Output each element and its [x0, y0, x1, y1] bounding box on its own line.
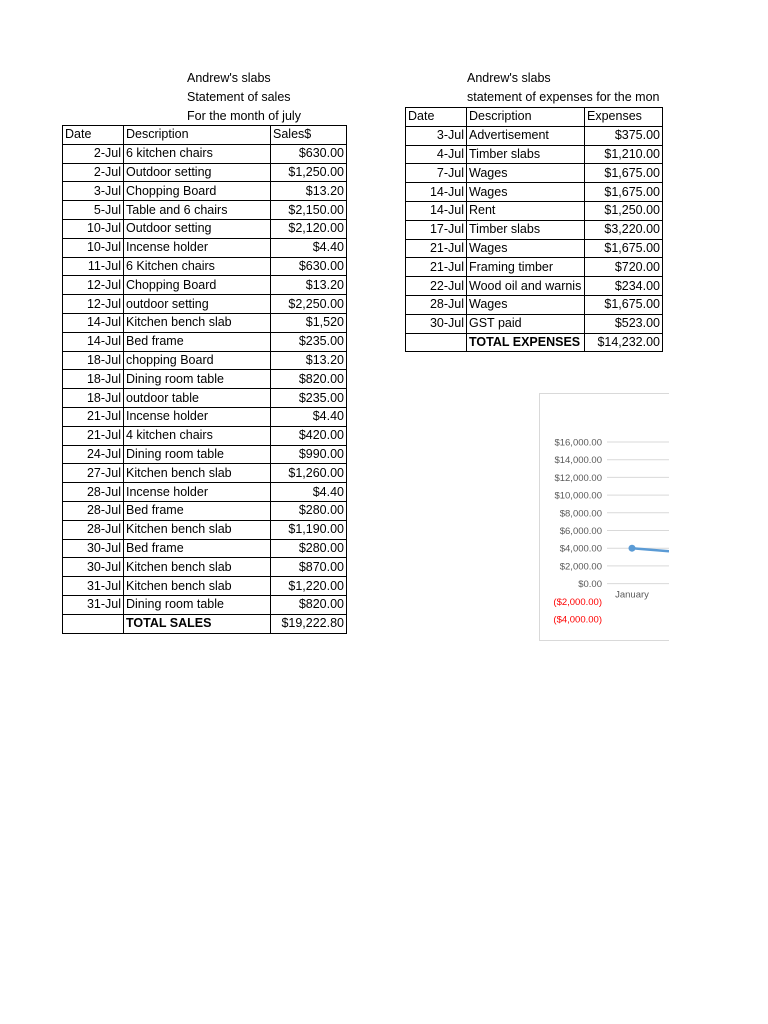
expenses-description-header: Description [467, 108, 585, 127]
sales-date-cell: 31-Jul [63, 595, 124, 614]
expenses-description-cell: Wages [467, 183, 585, 202]
expenses-date-cell: 14-Jul [406, 201, 467, 220]
table-row [406, 126, 663, 145]
sales-date-cell: 5-Jul [63, 201, 124, 220]
sales-amount-cell: $870.00 [271, 558, 347, 577]
sales-description-cell: outdoor table [124, 389, 271, 408]
expenses-date-cell: 14-Jul [406, 183, 467, 202]
table-row [406, 145, 663, 164]
table-row [63, 163, 347, 182]
table-row [63, 313, 347, 332]
table-row [406, 314, 663, 333]
expenses-date-cell: 3-Jul [406, 126, 467, 145]
expenses-description-cell: Timber slabs [467, 220, 585, 239]
expenses-date-cell: 21-Jul [406, 258, 467, 277]
sales-amount-cell: $820.00 [271, 595, 347, 614]
sales-date-cell: 14-Jul [63, 313, 124, 332]
expenses-amount-cell: $234.00 [585, 277, 663, 296]
sales-table [62, 125, 347, 634]
sales-description-cell: outdoor setting [124, 295, 271, 314]
table-row [63, 445, 347, 464]
table-row [63, 351, 347, 370]
sales-date-cell: 10-Jul [63, 219, 124, 238]
table-row [406, 183, 663, 202]
expenses-date-header: Date [406, 108, 467, 127]
expenses-description-cell: Wages [467, 164, 585, 183]
x-category-label: January [615, 589, 649, 601]
sales-description-cell: Kitchen bench slab [124, 558, 271, 577]
table-row [63, 295, 347, 314]
sales-amount-cell: $235.00 [271, 332, 347, 351]
y-tick-label: $14,000.00 [554, 455, 602, 467]
sales-amount-cell: $630.00 [271, 144, 347, 163]
expenses-description-cell: Wood oil and warnis [467, 277, 585, 296]
table-row [63, 577, 347, 596]
sales-amount-cell: $990.00 [271, 445, 347, 464]
sales-amount-cell: $1,260.00 [271, 464, 347, 483]
sales-description-cell: 6 kitchen chairs [124, 144, 271, 163]
expenses-table [405, 107, 663, 352]
sales-amount-cell: $2,250.00 [271, 295, 347, 314]
expenses-amount-cell: $720.00 [585, 258, 663, 277]
expenses-date-cell: 7-Jul [406, 164, 467, 183]
sales-description-cell: Incense holder [124, 407, 271, 426]
sales-amount-cell: $1,190.00 [271, 520, 347, 539]
sales-description-cell: Kitchen bench slab [124, 520, 271, 539]
sales-date-cell: 31-Jul [63, 577, 124, 596]
sales-description-cell: Bed frame [124, 539, 271, 558]
table-row [63, 144, 347, 163]
table-row [63, 595, 347, 614]
sales-date-cell: 2-Jul [63, 144, 124, 163]
sales-amount-cell: $4.40 [271, 483, 347, 502]
sales-amount-cell: $2,150.00 [271, 201, 347, 220]
sales-total-blank-cell [63, 614, 124, 633]
sales-date-cell: 28-Jul [63, 520, 124, 539]
sales-date-cell: 12-Jul [63, 295, 124, 314]
sales-period: For the month of july [187, 108, 301, 123]
expenses-amount-cell: $1,675.00 [585, 239, 663, 258]
sales-description-cell: Incense holder [124, 238, 271, 257]
expenses-description-cell: GST paid [467, 314, 585, 333]
expenses-date-cell: 17-Jul [406, 220, 467, 239]
table-row [63, 370, 347, 389]
expenses-date-cell: 21-Jul [406, 239, 467, 258]
sales-amount-cell: $4.40 [271, 238, 347, 257]
expenses-description-cell: Wages [467, 239, 585, 258]
expenses-total-value: $14,232.00 [585, 333, 663, 352]
data-point[interactable] [629, 545, 636, 552]
line-chart[interactable] [539, 393, 669, 641]
expenses-subtitle: statement of expenses for the mon [467, 89, 660, 104]
sales-description-cell: Chopping Board [124, 276, 271, 295]
sales-date-cell: 24-Jul [63, 445, 124, 464]
sales-total-value: $19,222.80 [271, 614, 347, 633]
sales-date-cell: 28-Jul [63, 501, 124, 520]
sales-date-header: Date [63, 126, 124, 145]
sales-amount-cell: $13.20 [271, 182, 347, 201]
y-tick-label: ($4,000.00) [553, 614, 602, 626]
expenses-date-cell: 22-Jul [406, 277, 467, 296]
expenses-amount-cell: $1,675.00 [585, 183, 663, 202]
sales-amount-cell: $1,250.00 [271, 163, 347, 182]
y-tick-label: ($2,000.00) [553, 596, 602, 608]
sales-date-cell: 28-Jul [63, 483, 124, 502]
y-tick-label: $4,000.00 [559, 543, 602, 555]
expenses-description-cell: Framing timber [467, 258, 585, 277]
table-row [406, 239, 663, 258]
sales-date-cell: 18-Jul [63, 389, 124, 408]
expenses-date-cell: 30-Jul [406, 314, 467, 333]
expenses-amount-cell: $1,675.00 [585, 164, 663, 183]
sales-amount-cell: $1,520 [271, 313, 347, 332]
line-chart-svg [540, 394, 669, 640]
expenses-amount-cell: $3,220.00 [585, 220, 663, 239]
y-tick-label: $6,000.00 [559, 526, 602, 537]
sales-amount-cell: $280.00 [271, 539, 347, 558]
expenses-amount-cell: $1,675.00 [585, 295, 663, 314]
table-row [63, 539, 347, 558]
table-row [63, 182, 347, 201]
sales-total-row [63, 614, 347, 633]
sales-date-cell: 27-Jul [63, 464, 124, 483]
sales-description-cell: Bed frame [124, 332, 271, 351]
sales-title: Andrew's slabs [187, 71, 271, 85]
sales-date-cell: 2-Jul [63, 163, 124, 182]
sales-description-cell: Outdoor setting [124, 219, 271, 238]
expenses-description-cell: Wages [467, 295, 585, 314]
table-row [406, 220, 663, 239]
sales-description-cell: Table and 6 chairs [124, 201, 271, 220]
sales-date-cell: 12-Jul [63, 276, 124, 295]
y-tick-label: $8,000.00 [559, 508, 602, 520]
sales-description-cell: 6 Kitchen chairs [124, 257, 271, 276]
sales-description-cell: Chopping Board [124, 182, 271, 201]
sales-amount-cell: $630.00 [271, 257, 347, 276]
sales-date-cell: 18-Jul [63, 370, 124, 389]
sales-description-cell: Outdoor setting [124, 163, 271, 182]
sales-description-cell: Dining room table [124, 445, 271, 464]
expenses-amount-cell: $1,250.00 [585, 201, 663, 220]
y-tick-label: $2,000.00 [559, 561, 602, 573]
sales-amount-cell: $280.00 [271, 501, 347, 520]
expenses-amount-header: Expenses [585, 108, 663, 127]
table-row [63, 201, 347, 220]
expenses-total-label: TOTAL EXPENSES [467, 333, 585, 352]
table-row [63, 276, 347, 295]
sales-description-header: Description [124, 126, 271, 145]
sales-date-cell: 3-Jul [63, 182, 124, 201]
expenses-amount-cell: $375.00 [585, 126, 663, 145]
sales-description-cell: 4 kitchen chairs [124, 426, 271, 445]
sales-description-cell: Dining room table [124, 595, 271, 614]
sales-header-row [63, 126, 347, 145]
table-row [406, 277, 663, 296]
y-tick-label: $16,000.00 [554, 437, 602, 449]
sales-amount-cell: $235.00 [271, 389, 347, 408]
y-tick-label: $0.00 [578, 579, 602, 591]
sales-description-cell: Incense holder [124, 483, 271, 502]
expenses-description-cell: Advertisement [467, 126, 585, 145]
sales-amount-cell: $820.00 [271, 370, 347, 389]
expenses-amount-cell: $523.00 [585, 314, 663, 333]
sales-date-cell: 30-Jul [63, 558, 124, 577]
expenses-total-row [406, 333, 663, 352]
sales-amount-header: Sales$ [271, 126, 347, 145]
sales-description-cell: chopping Board [124, 351, 271, 370]
sales-description-cell: Kitchen bench slab [124, 313, 271, 332]
table-row [406, 295, 663, 314]
table-row [63, 238, 347, 257]
table-row [63, 332, 347, 351]
table-row [63, 483, 347, 502]
table-row [63, 389, 347, 408]
table-row [63, 464, 347, 483]
sales-description-cell: Bed frame [124, 501, 271, 520]
sales-subtitle: Statement of sales [187, 89, 291, 104]
sales-total-label: TOTAL SALES [124, 614, 271, 633]
sales-date-cell: 21-Jul [63, 407, 124, 426]
expenses-total-blank-cell [406, 333, 467, 352]
expenses-date-cell: 4-Jul [406, 145, 467, 164]
sales-amount-cell: $13.20 [271, 351, 347, 370]
expenses-title: Andrew's slabs [467, 71, 551, 85]
sales-title-block [187, 69, 347, 125]
expenses-description-cell: Timber slabs [467, 145, 585, 164]
sales-description-cell: Kitchen bench slab [124, 577, 271, 596]
sales-amount-cell: $2,120.00 [271, 219, 347, 238]
table-row [63, 501, 347, 520]
sales-description-cell: Kitchen bench slab [124, 464, 271, 483]
table-row [63, 257, 347, 276]
y-tick-label: $12,000.00 [554, 472, 602, 484]
sales-date-cell: 11-Jul [63, 257, 124, 276]
sales-date-cell: 21-Jul [63, 426, 124, 445]
sales-amount-cell: $1,220.00 [271, 577, 347, 596]
table-row [63, 219, 347, 238]
sales-amount-cell: $4.40 [271, 407, 347, 426]
y-tick-label: $10,000.00 [554, 490, 602, 502]
table-row [63, 407, 347, 426]
expenses-header-row [406, 108, 663, 127]
sales-date-cell: 18-Jul [63, 351, 124, 370]
table-row [63, 426, 347, 445]
table-row [63, 520, 347, 539]
table-row [63, 558, 347, 577]
expenses-description-cell: Rent [467, 201, 585, 220]
table-row [406, 164, 663, 183]
sales-date-cell: 14-Jul [63, 332, 124, 351]
table-row [406, 201, 663, 220]
sales-date-cell: 10-Jul [63, 238, 124, 257]
sales-amount-cell: $420.00 [271, 426, 347, 445]
sales-description-cell: Dining room table [124, 370, 271, 389]
expenses-amount-cell: $1,210.00 [585, 145, 663, 164]
sales-amount-cell: $13.20 [271, 276, 347, 295]
expenses-date-cell: 28-Jul [406, 295, 467, 314]
sales-date-cell: 30-Jul [63, 539, 124, 558]
expenses-title-block [467, 69, 662, 107]
table-row [406, 258, 663, 277]
